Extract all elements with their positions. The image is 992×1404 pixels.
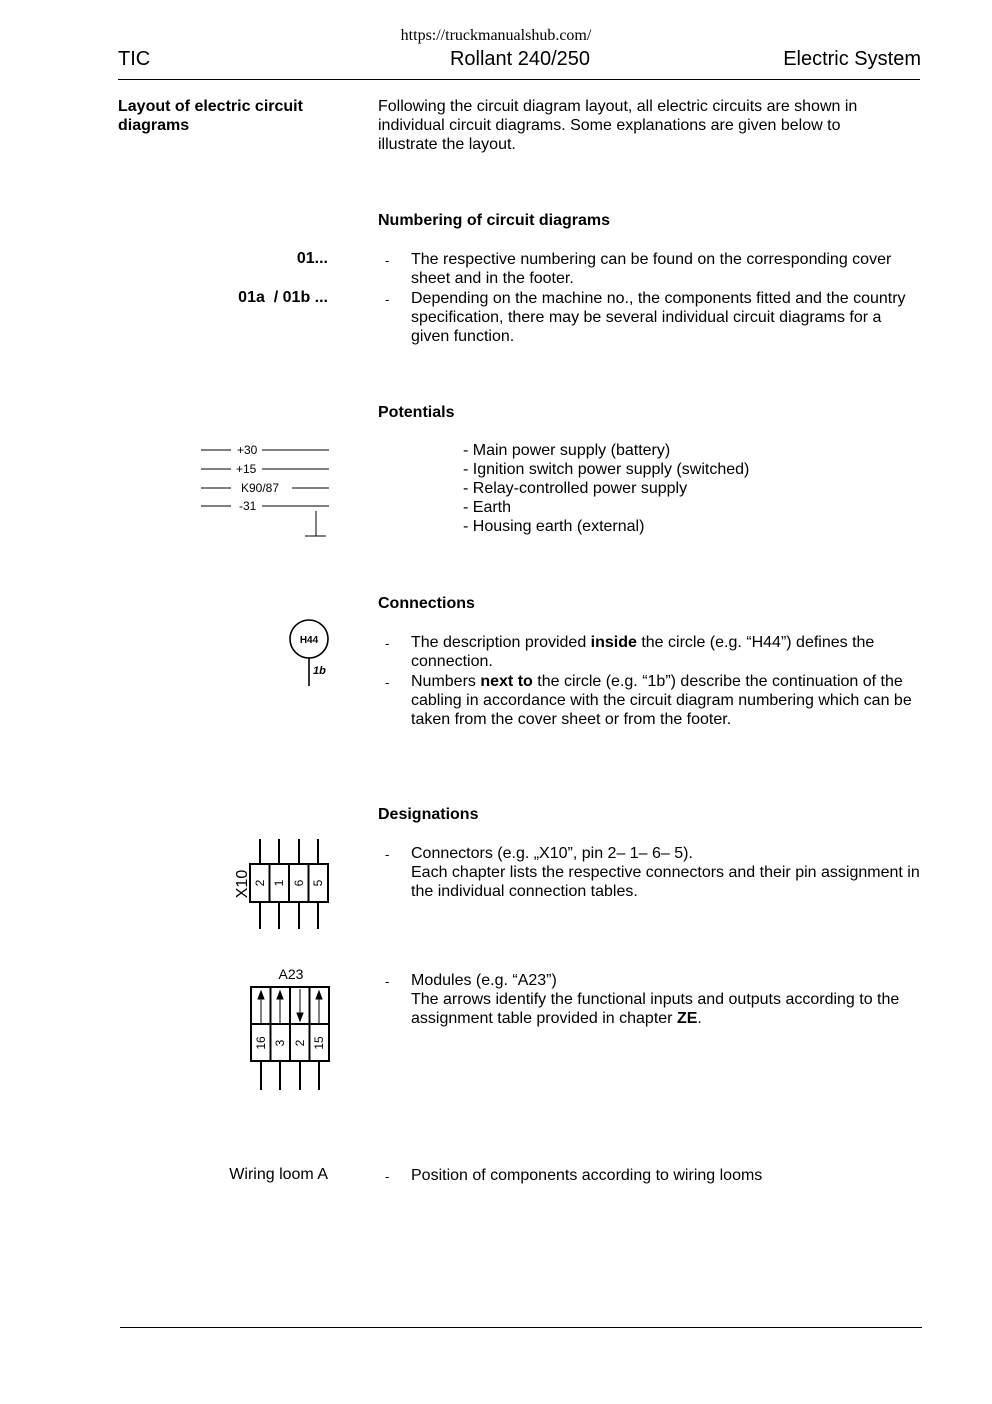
module-pin-label: 15 (312, 1036, 326, 1050)
numbering-label-1: 01... (296, 250, 328, 267)
potential-symbol-31: -31 (239, 499, 257, 513)
module-name-label: A23 (278, 966, 304, 982)
connector-pin-label: 6 (292, 879, 306, 887)
designations-title: Designations (378, 806, 479, 823)
potential-item: - Housing earth (external) (463, 518, 645, 535)
potential-item: - Main power supply (battery) (463, 442, 671, 459)
numbering-item-2-text: Depending on the machine no., the components fitted and the country specification, there may be several individual circuit diagrams for a given function. (411, 290, 906, 345)
designations-connector-text: Connectors (e.g. „X10”, pin 2– 1– 6– 5). Each chapter lists the respective connectors and their pin assignment in the individual connection tables. (411, 845, 920, 900)
potentials-title: Potentials (378, 404, 455, 421)
potentials-list (463, 441, 749, 536)
section-side-title: Layout of electric circuit diagrams (118, 98, 303, 134)
potential-symbol-15: +15 (236, 462, 257, 476)
bullet-dash: - (385, 675, 390, 690)
connection-inside-label: H44 (299, 635, 319, 646)
connection-next-label: 1b (313, 665, 326, 677)
potential-item: - Earth (463, 499, 512, 516)
numbering-label-2: 01a / 01b ... (238, 289, 328, 306)
designations-module-text: Modules (e.g. “A23”) The arrows identify the functional inputs and outputs according to the assignment table provided in chapter ZE. (411, 972, 900, 1027)
header-rule (118, 79, 920, 80)
connector-name-label: X10 (234, 869, 251, 899)
potentials-symbol-diagram (195, 438, 335, 544)
footer-rule (120, 1327, 922, 1328)
numbering-title: Numbering of circuit diagrams (378, 212, 611, 229)
connector-pin-label: 1 (272, 879, 286, 887)
bullet-dash: - (385, 847, 390, 862)
bullet-dash: - (385, 253, 390, 268)
connector-x10-symbol (225, 836, 340, 934)
source-url[interactable]: https://truckmanualshub.com/ (400, 27, 592, 44)
potential-item: - Ignition switch power supply (switched) (463, 461, 750, 478)
connections-title: Connections (378, 595, 475, 612)
header-left-title: TIC (118, 48, 151, 70)
bullet-dash: - (385, 636, 390, 651)
connector-pin-label: 2 (253, 879, 267, 887)
potential-item: - Relay-controlled power supply (463, 480, 688, 497)
bullet-dash: - (385, 974, 390, 989)
module-pin-label: 3 (273, 1039, 287, 1047)
module-a23-symbol (240, 963, 340, 1093)
numbering-item-1-text: The respective numbering can be found on the corresponding cover sheet and in the footer. (411, 251, 892, 287)
bullet-dash: - (385, 292, 390, 307)
connector-pin-label: 5 (311, 879, 325, 887)
connection-symbol-diagram (280, 618, 340, 690)
wiring-loom-label: Wiring loom A (229, 1166, 328, 1183)
header-center-title: Rollant 240/250 (449, 48, 591, 70)
module-pin-label: 16 (254, 1036, 268, 1050)
connections-item-2-text: Numbers next to the circle (e.g. “1b”) describe the continuation of the cabling in accordance with the circuit diagram numbering which can be taken from the cover sheet or from the footer. (411, 673, 912, 728)
connections-item-1-text: The description provided inside the circle (e.g. “H44”) defines the connection. (411, 634, 875, 670)
potential-symbol-k90-87: K90/87 (241, 481, 280, 495)
bullet-dash: - (385, 1169, 390, 1184)
module-pin-label: 2 (293, 1039, 307, 1047)
wiring-loom-text: Position of components according to wiring looms (411, 1167, 763, 1184)
header-right-title: Electric System (783, 48, 921, 70)
intro-paragraph: Following the circuit diagram layout, all electric circuits are shown in individual circuit diagrams. Some explanations are given below to illustrate the layout. (378, 98, 858, 153)
potential-symbol-30: +30 (237, 443, 258, 457)
